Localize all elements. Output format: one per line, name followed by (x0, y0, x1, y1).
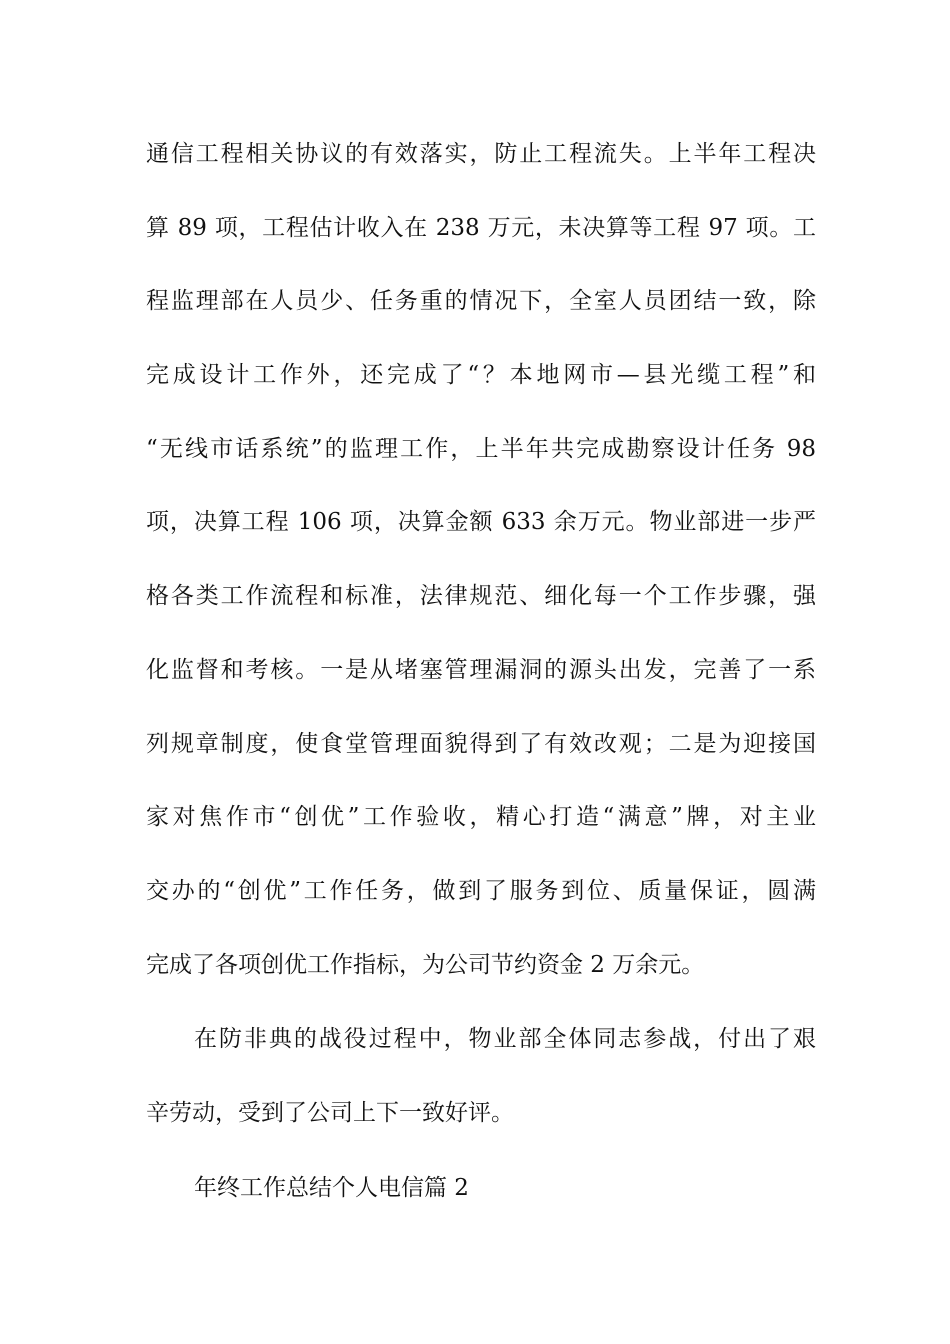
paragraph-1-line-4: 完成设计工作外，还完成了“？本地网市—县光缆工程”和 (146, 362, 816, 388)
paragraph-1-line-2: 算 89 项，工程估计收入在 238 万元，未决算等工程 97 项。工 (146, 215, 816, 241)
paragraph-1-line-6: 项，决算工程 106 项，决算金额 633 余万元。物业部进一步严 (146, 509, 816, 535)
paragraph-1-line-7: 格各类工作流程和标准，法律规范、细化每一个工作步骤，强 (146, 583, 816, 609)
paragraph-1-line-3: 程监理部在人员少、任务重的情况下，全室人员团结一致，除 (146, 288, 816, 314)
paragraph-2-line-1: 在防非典的战役过程中，物业部全体同志参战，付出了艰 (194, 1026, 816, 1052)
paragraph-1-line-5: “无线市话系统”的监理工作，上半年共完成勘察设计任务 98 (146, 436, 816, 462)
paragraph-2-line-2: 辛劳动，受到了公司上下一致好评。 (146, 1100, 514, 1126)
paragraph-1-line-1: 通信工程相关协议的有效落实，防止工程流失。上半年工程决 (146, 141, 816, 167)
paragraph-1-line-12: 完成了各项创优工作指标，为公司节约资金 2 万余元。 (146, 952, 705, 978)
paragraph-1-line-10: 家对焦作市“创优”工作验收，精心打造“满意”牌，对主业 (146, 804, 816, 830)
section-heading: 年终工作总结个人电信篇 2 (194, 1175, 469, 1201)
paragraph-1-line-8: 化监督和考核。一是从堵塞管理漏洞的源头出发，完善了一系 (146, 657, 816, 683)
paragraph-1-line-11: 交办的“创优”工作任务，做到了服务到位、质量保证，圆满 (146, 878, 816, 904)
paragraph-1-line-9: 列规章制度，使食堂管理面貌得到了有效改观；二是为迎接国 (146, 731, 816, 757)
